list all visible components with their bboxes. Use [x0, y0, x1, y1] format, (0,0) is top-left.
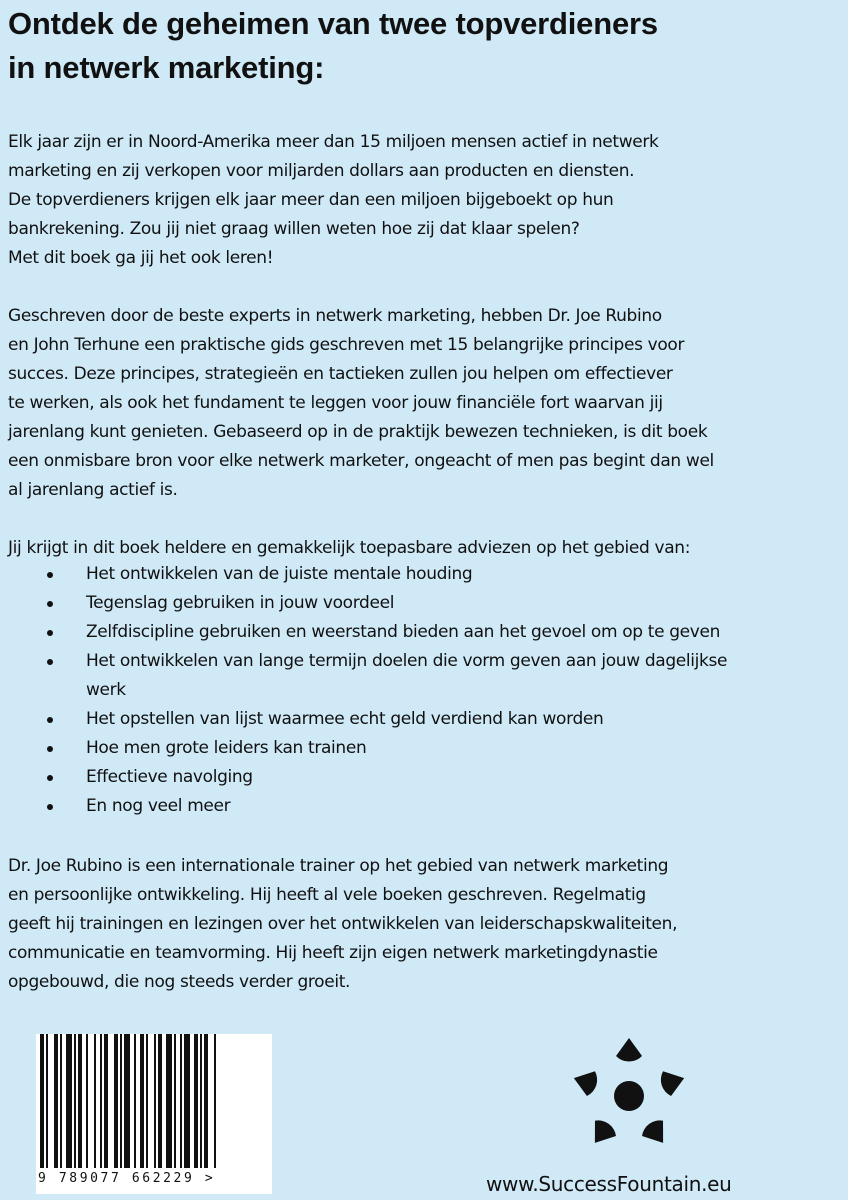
barcode-bar	[120, 1034, 122, 1168]
flower-logo-icon	[570, 1034, 688, 1154]
list-intro	[8, 534, 838, 563]
list-item: Het opstellen van lijst waarmee echt geld verdiend kan worden	[0, 705, 848, 734]
text-line: en John Terhune een praktische gids geschreven met 15 belangrijke principes voor	[8, 335, 685, 355]
barcode-bar	[60, 1034, 62, 1168]
text-line: Elk jaar zijn er in Noord-Amerika meer dan 15 miljoen mensen actief in netwerk	[8, 132, 659, 152]
bullet-icon	[47, 601, 53, 607]
barcode-bar	[140, 1034, 144, 1168]
barcode-bar	[78, 1034, 82, 1168]
bullet-icon	[47, 804, 53, 810]
barcode-bar	[194, 1034, 198, 1168]
list-item: Hoe men grote leiders kan trainen	[0, 734, 848, 763]
barcode-bar	[46, 1034, 48, 1168]
barcode-bar	[174, 1034, 176, 1168]
text-line: marketing en zij verkopen voor miljarden dollars aan producten en diensten.	[8, 161, 635, 181]
list-item-continuation: werk	[86, 680, 126, 700]
barcode-bar	[54, 1034, 58, 1168]
text-line: Dr. Joe Rubino is een internationale trainer op het gebied van netwerk marketing	[8, 856, 669, 876]
bullet-icon	[47, 717, 53, 723]
barcode-digits: 9 789077 662229 >	[38, 1171, 216, 1186]
text-line: te werken, als ook het fundament te leggen voor jouw financiële fort waarvan jij	[8, 393, 663, 413]
text-line: Jij krijgt in dit boek heldere en gemakkelijk toepasbare adviezen op het gebied van:	[8, 538, 691, 558]
text-line: Met dit boek ga jij het ook leren!	[8, 248, 274, 268]
text-line: Geschreven door de beste experts in netwerk marketing, hebben Dr. Joe Rubino	[8, 306, 662, 326]
text-line: bankrekening. Zou jij niet graag willen weten hoe zij dat klaar spelen?	[8, 219, 580, 239]
barcode-bar	[40, 1034, 44, 1168]
bullet-icon	[47, 659, 53, 665]
list-item: Het ontwikkelen van de juiste mentale houding	[0, 560, 848, 589]
authors-paragraph	[8, 302, 838, 505]
bullet-icon	[47, 746, 53, 752]
barcode-bar	[214, 1034, 216, 1168]
barcode-bar	[146, 1034, 148, 1168]
barcode-bar	[86, 1034, 88, 1168]
barcode-bar	[180, 1034, 182, 1168]
title-line-2: in netwerk marketing:	[8, 50, 325, 85]
bullet-icon	[47, 775, 53, 781]
text-line: succes. Deze principes, strategieën en tactieken zullen jou helpen om effectiever	[8, 364, 673, 384]
title-line-1: Ontdek de geheimen van twee topverdieners	[8, 6, 658, 41]
barcode-bar	[158, 1034, 162, 1168]
barcode-bar	[184, 1034, 190, 1168]
barcode-bar	[200, 1034, 202, 1168]
list-item: Effectieve navolging	[0, 763, 848, 792]
text-line: communicatie en teamvorming. Hij heeft zijn eigen netwerk marketingdynastie	[8, 943, 658, 963]
barcode-bar	[166, 1034, 172, 1168]
text-line: en persoonlijke ontwikkeling. Hij heeft al vele boeken geschreven. Regelmatig	[8, 885, 646, 905]
barcode-bar	[154, 1034, 156, 1168]
barcode-bars	[36, 1034, 272, 1168]
text-line: opgebouwd, die nog steeds verder groeit.	[8, 972, 351, 992]
barcode-bar	[204, 1034, 208, 1168]
intro-paragraph	[8, 128, 838, 273]
barcode-bar	[74, 1034, 76, 1168]
list-item: En nog veel meer	[0, 792, 848, 821]
barcode-bar	[124, 1034, 130, 1168]
text-line: jarenlang kunt genieten. Gebaseerd op in de praktijk bewezen technieken, is dit boek	[8, 422, 708, 442]
text-line: een onmisbare bron voor elke netwerk marketer, ongeacht of men pas begint dan wel	[8, 451, 714, 471]
barcode-bar	[94, 1034, 96, 1168]
text-line: De topverdieners krijgen elk jaar meer dan een miljoen bijgeboekt op hun	[8, 190, 614, 210]
website-url: www.SuccessFountain.eu	[486, 1172, 732, 1196]
benefits-list	[0, 560, 848, 821]
bullet-icon	[47, 630, 53, 636]
list-item: Zelfdiscipline gebruiken en weerstand bieden aan het gevoel om op te geven	[0, 618, 848, 647]
list-item: Tegenslag gebruiken in jouw voordeel	[0, 589, 848, 618]
page-title	[8, 2, 844, 90]
isbn-barcode	[36, 1034, 272, 1194]
list-item: Het ontwikkelen van lange termijn doelen die vorm geven aan jouw dagelijkse werk	[0, 647, 848, 705]
barcode-bar	[100, 1034, 102, 1168]
barcode-bar	[134, 1034, 136, 1168]
text-line: al jarenlang actief is.	[8, 480, 178, 500]
barcode-bar	[104, 1034, 108, 1168]
barcode-bar	[114, 1034, 118, 1168]
author-bio-paragraph	[8, 852, 838, 997]
bullet-icon	[47, 572, 53, 578]
text-line: geeft hij trainingen en lezingen over het ontwikkelen van leiderschapskwaliteiten,	[8, 914, 678, 934]
barcode-bar	[66, 1034, 72, 1168]
